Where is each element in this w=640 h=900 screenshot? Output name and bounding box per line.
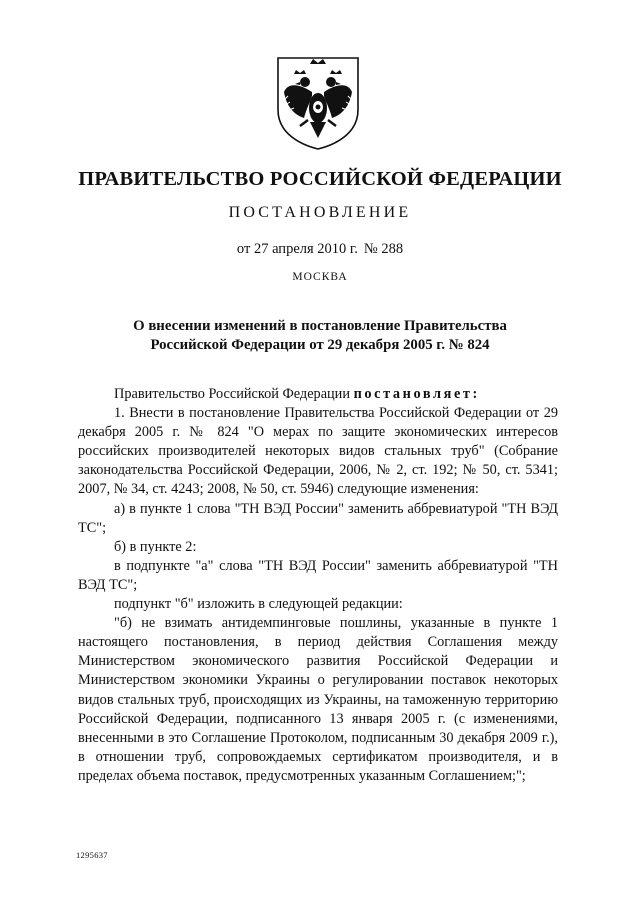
document-date-line	[0, 241, 640, 258]
paragraph-b: б) в пункте 2:	[114, 538, 197, 555]
document-code: 1295637	[76, 850, 108, 860]
document-city: МОСКВА	[292, 271, 348, 283]
subject-line-1: О внесении изменений в постановление Правительства	[133, 318, 507, 334]
subparagraph-a: в подпункте "а" слова "ТН ВЭД России" заменить аббревиатурой "ТН ВЭД ТС";	[78, 557, 558, 593]
document-subject	[100, 317, 540, 355]
coat-of-arms-emblem	[272, 52, 364, 152]
document-type: ПОСТАНОВЛЕНИЕ	[228, 204, 412, 221]
decree-intro	[78, 385, 558, 404]
document-body	[78, 385, 558, 786]
paragraph-a: а) в пункте 1 слова "ТН ВЭД России" заменить аббревиатурой "ТН ВЭД ТС";	[78, 500, 558, 536]
subject-line-2: Российской Федерации от 29 декабря 2005 г. № 824	[150, 337, 490, 353]
document-date: от 27 апреля 2010 г.	[236, 241, 358, 257]
paragraph-1: 1. Внести в постановление Правительства Российской Федерации от 29 декабря 2005 г. № 824 "О мерах по защите экономических интересов российских производителей некоторых видов стальных труб" (Собрание законодательства Российской Федерации, 2006, № 2, ст. 192; № 50, ст. 5341; 2007, № 34, ст. 4243; 2008, № 50, ст. 5946) следующие изменения:	[78, 405, 558, 498]
government-title: ПРАВИТЕЛЬСТВО РОССИЙСКОЙ ФЕДЕРАЦИИ	[78, 168, 562, 190]
decree-word: постановляет:	[353, 386, 480, 402]
subparagraph-b-intro: подпункт "б" изложить в следующей редакции:	[114, 596, 403, 613]
subparagraph-b-text: "б) не взимать антидемпинговые пошлины, указанные в пункте 1 настоящего постановления, в период действия Соглашения между Министерством экономического развития Российской Федерации и Министерством экономики Украины о регулировании поставок некоторых видов стальных труб, происходящих из Украины, на таможенную территорию Российской Федерации, подписанного 13 января 2005 г. (с изменениями, внесенными в это Соглашение Протоколом, подписанным 30 декабря 2009 г.), в отношении труб, сопровождаемых сертификатом производителя, и в пределах объема поставок, предусмотренных указанным Соглашением;";	[78, 615, 558, 784]
document-number: № 288	[363, 241, 404, 257]
intro-text: Правительство Российской Федерации	[114, 386, 350, 402]
